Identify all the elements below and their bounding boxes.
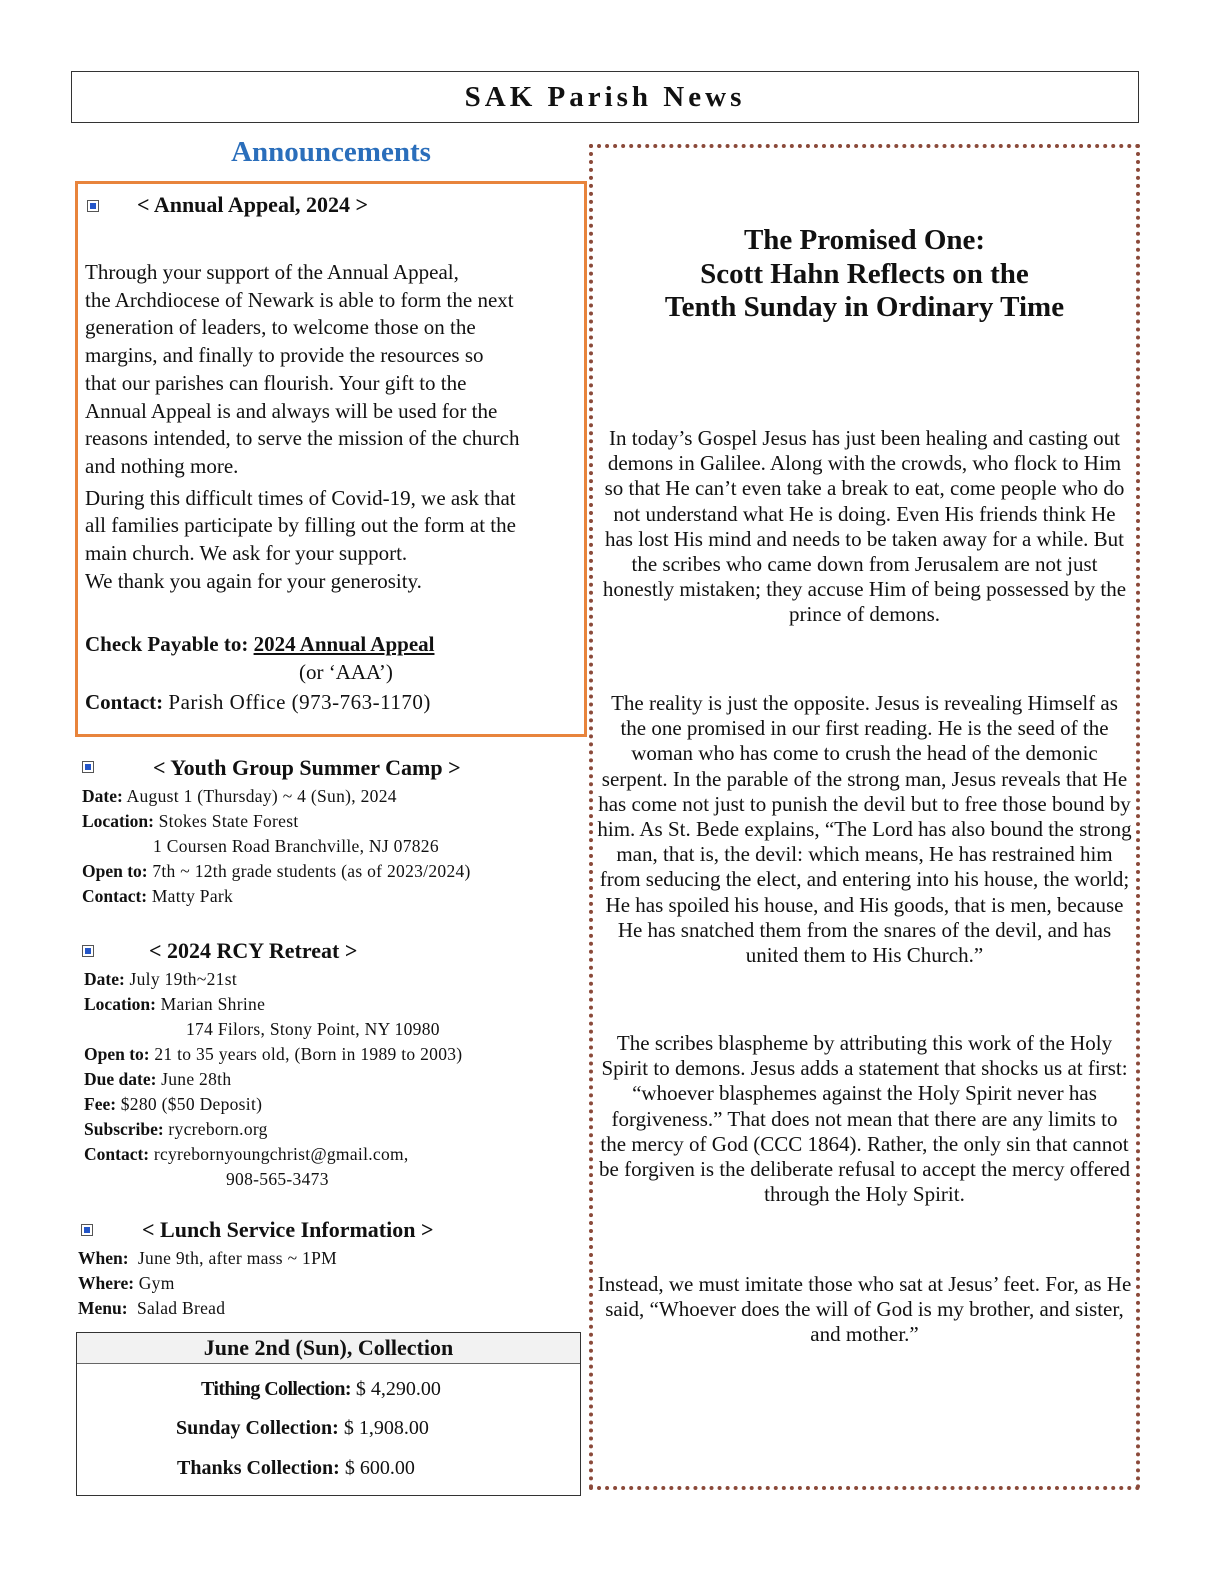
- collection-row: Sunday Collection: $ 1,908.00: [176, 1417, 429, 1439]
- article-title-line: Scott Hahn Reflects on the: [700, 257, 1029, 290]
- check-value: 2024 Annual Appeal: [253, 632, 435, 656]
- rcy-fee: Fee: $280 ($50 Deposit): [84, 1094, 263, 1114]
- article-paragraph: In today’s Gospel Jesus has just been healing and casting out demons in Galilee. Along with the crowds, who flock to Him so that He can’t even take a break to eat, come people who do not understand what He is doing. Even His friends think He has lost His mind and needs to be taken away for a while. But the scribes who came down from Jerusalem are not just honestly mistaken; they accuse Him of being possessed by the prince of demons.: [602, 426, 1127, 627]
- appeal-line: Annual Appeal is and always will be used for the: [85, 398, 498, 423]
- lunch-menu: Menu: Salad Bread: [78, 1298, 226, 1318]
- annual-appeal-body: [85, 259, 585, 595]
- youth-camp-date: Date: August 1 (Thursday) ~ 4 (Sun), 2024: [82, 786, 397, 806]
- appeal-line: main church. We ask for your support.: [85, 541, 408, 566]
- newsletter-header: [71, 71, 1139, 123]
- youth-camp-title: < Youth Group Summer Camp >: [153, 755, 461, 780]
- youth-camp-open: Open to: 7th ~ 12th grade students (as of 2023/2024): [82, 861, 471, 881]
- appeal-line: During this difficult times of Covid-19, we ask that: [85, 485, 516, 510]
- rcy-subscribe: Subscribe: rycreborn.org: [84, 1119, 268, 1139]
- appeal-line: reasons intended, to serve the mission of the church: [85, 426, 520, 451]
- lunch-when: When: June 9th, after mass ~ 1PM: [78, 1248, 337, 1268]
- rcy-location: Location: Marian Shrine: [84, 994, 266, 1014]
- rcy-contact: Contact: rcyrebornyoungchrist@gmail.com,: [84, 1144, 409, 1164]
- check-payable: [85, 631, 434, 659]
- annual-appeal-title: < Annual Appeal, 2024 >: [137, 192, 369, 217]
- rcy-address: 174 Filors, Stony Point, NY 10980: [186, 1019, 440, 1039]
- article-title: [589, 224, 1140, 325]
- contact-label: Contact:: [85, 690, 164, 714]
- article-paragraph: Instead, we must imitate those who sat at Jesus’ feet. For, as He said, “Whoever does the will of God is my brother, and sister, and mother.”: [597, 1272, 1132, 1347]
- newsletter-title: SAK Parish News: [464, 80, 746, 113]
- article-paragraph: The scribes blaspheme by attributing this work of the Holy Spirit to demons. Jesus adds a statement that shocks us at first: “whoever blasphemes against the Holy Spirit never has forgiveness.” That does not mean that there are any limits to the mercy of God (CCC 1864). Rather, the only sin that cannot be forgiven is the deliberate refusal to accept the mercy offered through the Holy Spirit.: [599, 1031, 1130, 1207]
- bullet-icon: [82, 945, 94, 957]
- appeal-line: generation of leaders, to welcome those on the: [85, 315, 476, 340]
- rcy-due-date: Due date: June 28th: [84, 1069, 232, 1089]
- appeal-line: and nothing more.: [85, 453, 239, 478]
- check-label: Check Payable to:: [85, 632, 249, 656]
- annual-appeal-box: [75, 181, 587, 737]
- lunch-title: < Lunch Service Information >: [142, 1217, 434, 1242]
- appeal-line: the Archdiocese of Newark is able to form the next: [85, 287, 514, 312]
- contact-value: Parish Office (973-763-1170): [168, 690, 431, 714]
- collection-row: Tithing Collection: $ 4,290.00: [201, 1378, 441, 1400]
- check-alt: (or ‘AAA’): [299, 660, 393, 684]
- appeal-line: margins, and finally to provide the resources so: [85, 343, 484, 368]
- appeal-line: all families participate by filling out the form at the: [85, 513, 516, 538]
- bullet-icon: [81, 1224, 93, 1236]
- appeal-line: that our parishes can flourish. Your gift to the: [85, 370, 467, 395]
- rcy-contact-phone: 908-565-3473: [226, 1169, 329, 1189]
- article-title-line: The Promised One:: [743, 224, 986, 256]
- announcements-heading: Announcements: [231, 136, 431, 168]
- rcy-date: Date: July 19th~21st: [84, 969, 237, 989]
- rcy-open: Open to: 21 to 35 years old, (Born in 1989 to 2003): [84, 1044, 463, 1064]
- appeal-line: Through your support of the Annual Appeal,: [85, 260, 459, 284]
- collection-box: [76, 1332, 581, 1496]
- bullet-icon: [87, 200, 99, 212]
- youth-camp-contact: Contact: Matty Park: [82, 886, 234, 906]
- appeal-line: We thank you again for your generosity.: [85, 568, 422, 593]
- youth-camp-location: Location: Stokes State Forest: [82, 811, 299, 831]
- lunch-where: Where: Gym: [78, 1273, 175, 1293]
- bullet-icon: [82, 761, 94, 773]
- rcy-retreat-title: < 2024 RCY Retreat >: [149, 938, 358, 963]
- collection-header: June 2nd (Sun), Collection: [77, 1333, 580, 1364]
- collection-row: Thanks Collection: $ 600.00: [177, 1457, 415, 1479]
- appeal-contact: [85, 689, 431, 717]
- youth-camp-address: 1 Coursen Road Branchville, NJ 07826: [153, 836, 439, 856]
- article-paragraph: The reality is just the opposite. Jesus is revealing Himself as the one promised in our first reading. He is the seed of the woman who has come to crush the head of the demonic serpent. In the parable of the strong man, Jesus reveals that He has come not just to punish the devil but to free those bound by him. As St. Bede explains, “The Lord has also bound the strong man, that is, the devil: which means, He has restrained him from seducing the elect, and entering into his house, the world; He has spoiled his house, and His goods, that is men, because He has snatched them from the snares of the devil, and has united them to His Church.”: [597, 691, 1132, 968]
- article-title-line: Tenth Sunday in Ordinary Time: [664, 291, 1065, 323]
